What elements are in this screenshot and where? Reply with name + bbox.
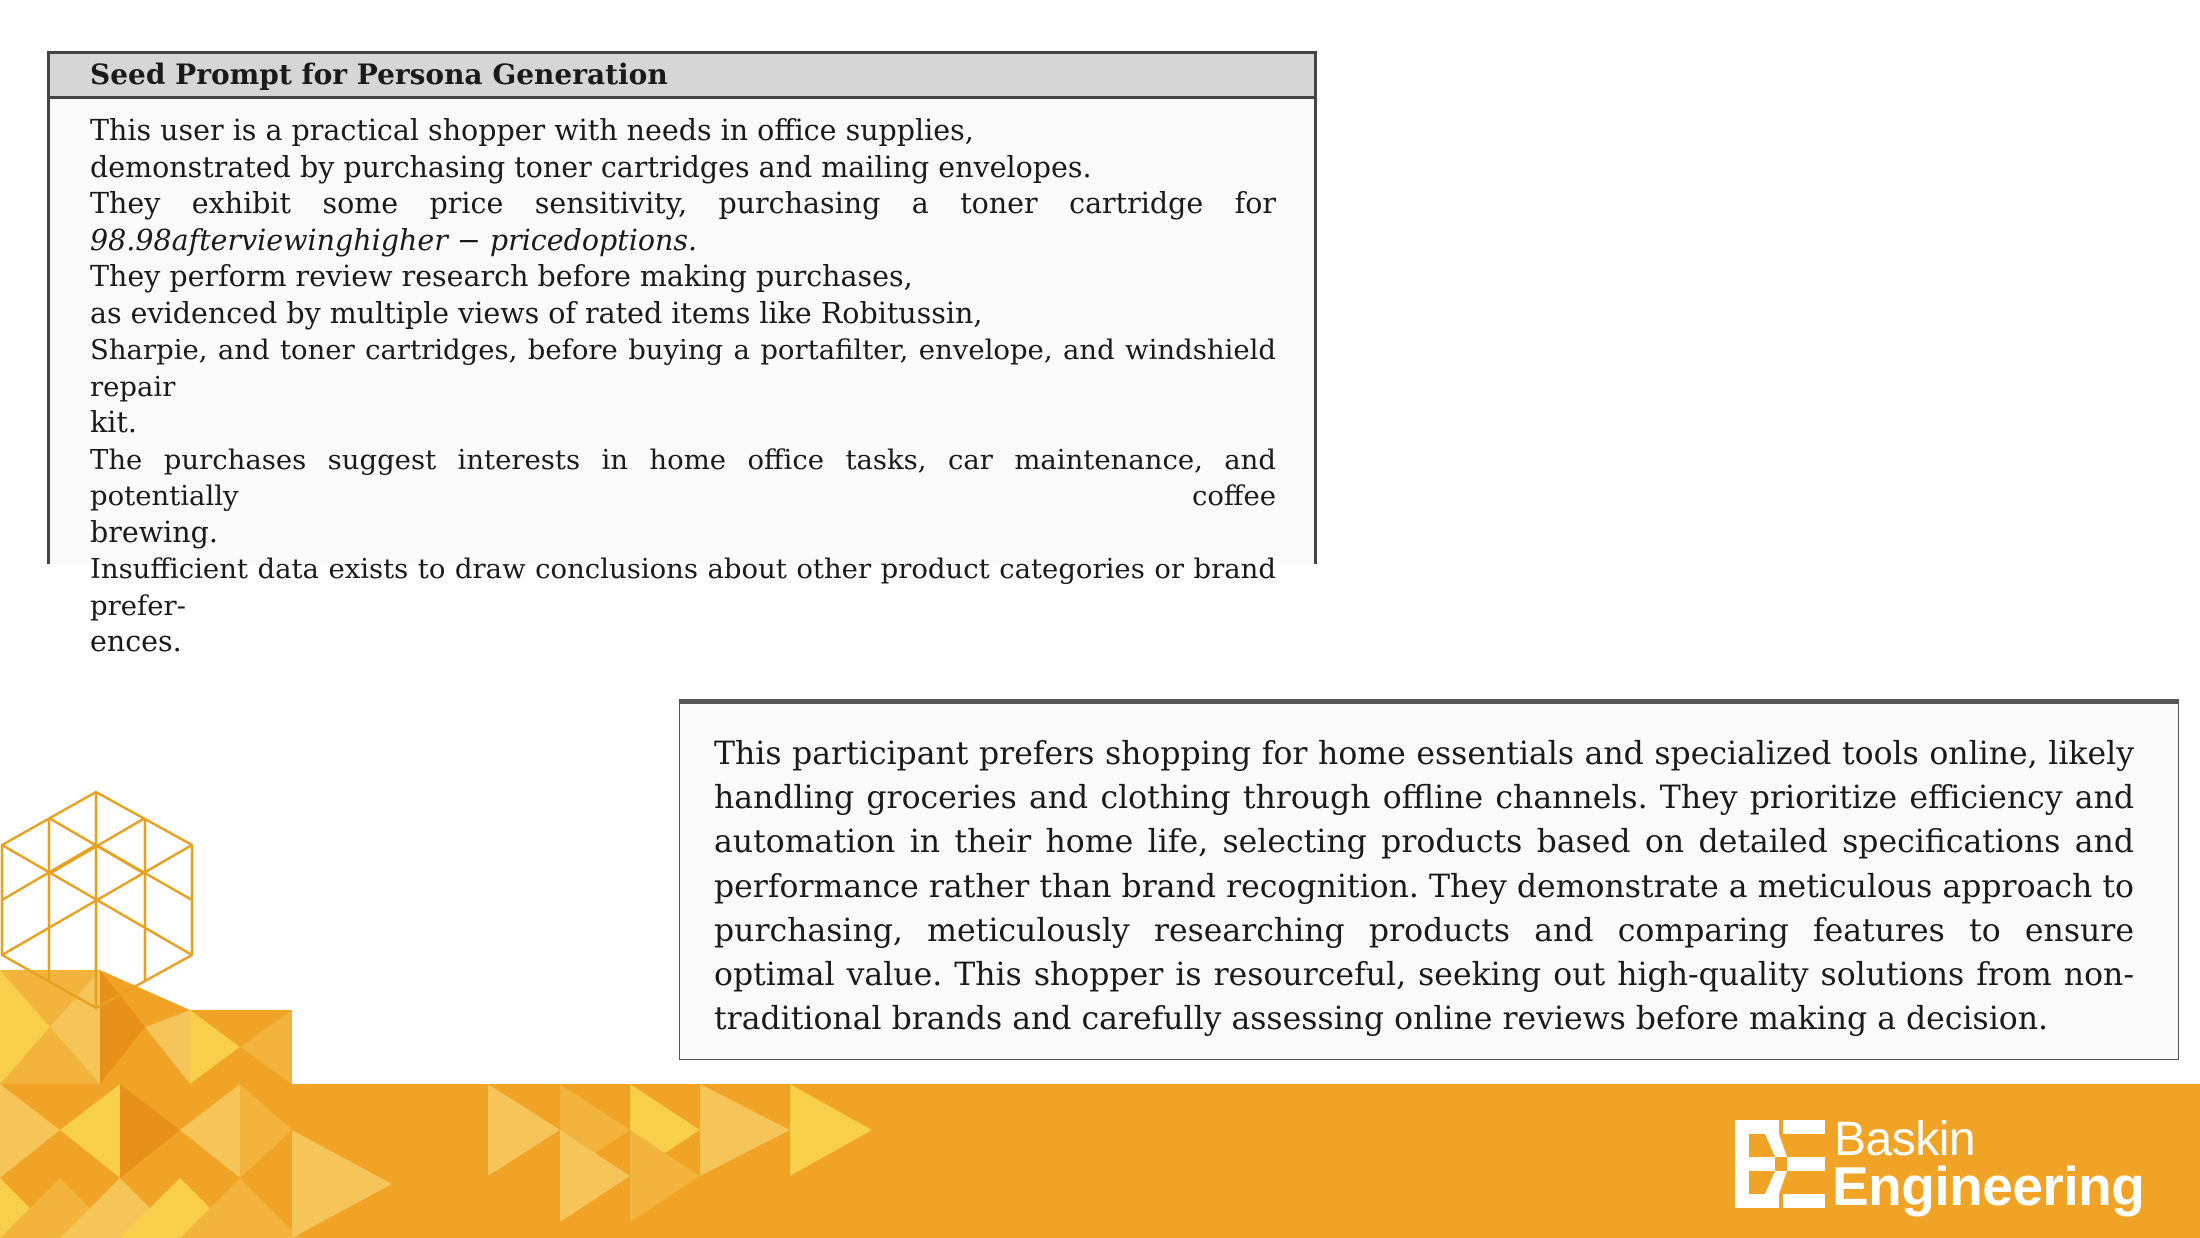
logo-text-engineering: Engineering: [1832, 1155, 2145, 1217]
seed-line-12: ences.: [90, 625, 182, 658]
seed-line-7: Sharpie, and toner cartridges, before buying a portafilter, envelope, and windshield repair: [90, 334, 1276, 403]
seed-line-6: as evidenced by multiple views of rated items like Robitussin,: [90, 296, 983, 330]
persona-description: This participant prefers shopping for home essentials and specialized tools online, likely handling groceries and clothing through offline channels. They prioritize efficiency and automation in their home life, selecting products based on detailed specifications and performance rather than brand recognition. They demonstrate a meticulous approach to purchasing, meticulously researching products and comparing features to ensure optimal value. This shopper is resourceful, seeking out high-quality solutions from non-traditional brands and carefully assessing online reviews before making a decision.: [714, 736, 2134, 1038]
seed-prompt-title: Seed Prompt for Persona Generation: [50, 54, 1314, 99]
seed-line-3: They exhibit some price sensitivity, purchasing a toner cartridge for: [90, 187, 1276, 220]
seed-line-10: brewing.: [90, 515, 218, 549]
seed-prompt-box: [47, 51, 1317, 658]
seed-line-8: kit.: [90, 406, 137, 439]
persona-box: [679, 699, 2179, 1060]
seed-prompt-body: [50, 99, 1314, 661]
be-logo-icon: [1735, 1120, 1825, 1208]
seed-line-4: 98.98afterviewinghigher − pricedoptions.: [90, 223, 698, 257]
seed-line-11: Insufficient data exists to draw conclusions about other product categories or brand prefer-: [90, 553, 1276, 622]
seed-line-2: demonstrated by purchasing toner cartridges and mailing envelopes.: [90, 150, 1092, 184]
seed-line-9: The purchases suggest interests in home office tasks, car maintenance, and potentially coffee: [90, 443, 1276, 512]
baskin-engineering-logo: [1735, 1113, 2145, 1217]
seed-line-5: They perform review research before making purchases,: [90, 260, 913, 293]
seed-line-1: This user is a practical shopper with needs in office supplies,: [90, 114, 974, 147]
cube-outline-graphic: [0, 790, 200, 1020]
logo-text-baskin: Baskin: [1834, 1113, 1976, 1166]
